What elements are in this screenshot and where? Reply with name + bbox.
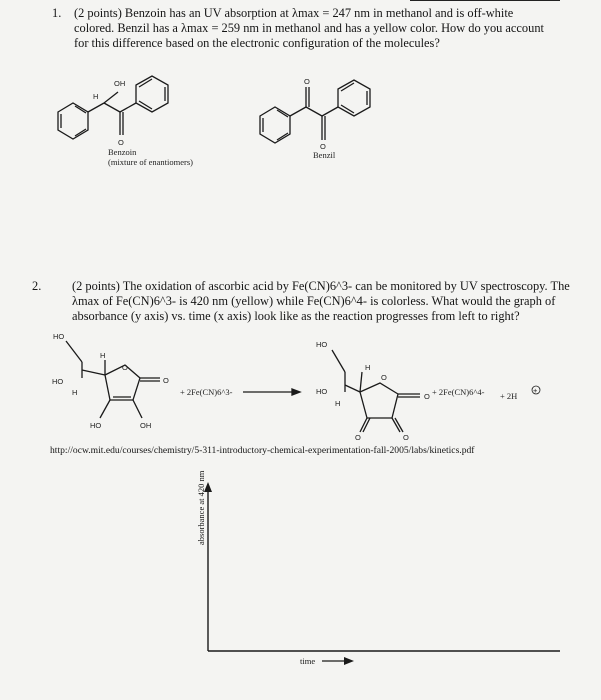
benzoin-left-ring	[58, 103, 88, 139]
graph-y-axis-label: absorbance at 420 nm	[196, 470, 206, 545]
graph-x-axis-label: time	[300, 656, 316, 666]
product-carbonyl-o: O	[424, 392, 430, 401]
ascorbic-h-atom: H	[72, 388, 78, 397]
ascorbic-carbonyl-o: O	[163, 376, 169, 385]
ascorbic-acid-structure	[66, 341, 160, 418]
benzil-o-bottom-atom: O	[320, 142, 326, 151]
source-url[interactable]: http://ocw.mit.edu/courses/chemistry/5-311-introductory-chemical-experimentation-fall-2005/labs/kinetics.pdf	[50, 445, 475, 456]
benzil-right-ring	[338, 80, 370, 116]
product-ho-side: HO	[316, 387, 328, 396]
benzoin-label: Benzoin	[108, 147, 137, 157]
product-ho-top: HO	[316, 340, 328, 349]
product-o-bottom-left: O	[355, 433, 361, 442]
product-ring-o-atom: O	[381, 373, 387, 382]
ascorbic-ho-top: HO	[53, 332, 65, 341]
benzoin-h-atom: H	[93, 92, 99, 101]
question-2-number: 2.	[32, 279, 42, 293]
benzil-chain	[290, 87, 338, 140]
blank-graph-axes	[204, 482, 560, 665]
question-1-line-3: for this difference based on the electronic configuration of the molecules?	[74, 36, 440, 51]
ascorbic-h-top-atom: H	[100, 351, 106, 360]
question-2-line-2: λmax of Fe(CN)6^3- is 420 nm (yellow) while Fe(CN)6^4- is colorless. What would the graph of	[72, 294, 556, 309]
reagent-ferrocyanide: + 2Fe(CN)6^4-	[432, 387, 485, 397]
question-1-number: 1.	[52, 6, 62, 20]
ascorbic-ho-bottom: HO	[90, 421, 102, 430]
dehydroascorbic-acid-structure	[332, 350, 420, 432]
question-2-line-3: absorbance (y axis) vs. time (x axis) look like as the reaction progresses from left to right?	[72, 309, 520, 324]
benzil-label: Benzil	[313, 150, 336, 160]
ascorbic-oh-bottom: OH	[140, 421, 152, 430]
benzil-left-ring	[260, 107, 290, 143]
question-2-line-1: (2 points) The oxidation of ascorbic acid by Fe(CN)6^3- can be monitored by UV spectroscopy. The	[72, 279, 570, 293]
question-1-line-1: (2 points) Benzoin has an UV absorption at λmax = 247 nm in methanol and is off-white	[74, 6, 514, 20]
benzil-o-top-atom: O	[304, 77, 310, 86]
reaction-arrow	[243, 389, 300, 395]
benzoin-o-atom: O	[118, 138, 124, 147]
product-h-top-atom: H	[365, 363, 371, 372]
benzoin-right-ring	[136, 76, 168, 112]
benzoin-sublabel: (mixture of enantiomers)	[108, 157, 193, 167]
positive-charge-sign: +	[533, 386, 538, 395]
reagent-ferricyanide: + 2Fe(CN)6^3-	[180, 387, 233, 397]
product-h-atom: H	[335, 399, 341, 408]
question-1-line-2: colored. Benzil has a λmax = 259 nm in methanol and has a yellow color. How do you account	[74, 21, 544, 36]
ascorbic-ho-side: HO	[52, 377, 64, 386]
ascorbic-ring-o-atom: O	[122, 363, 128, 372]
benzoin-oh-atom: OH	[114, 79, 126, 88]
protons-label: + 2H	[500, 391, 518, 401]
product-o-bottom-right: O	[403, 433, 409, 442]
